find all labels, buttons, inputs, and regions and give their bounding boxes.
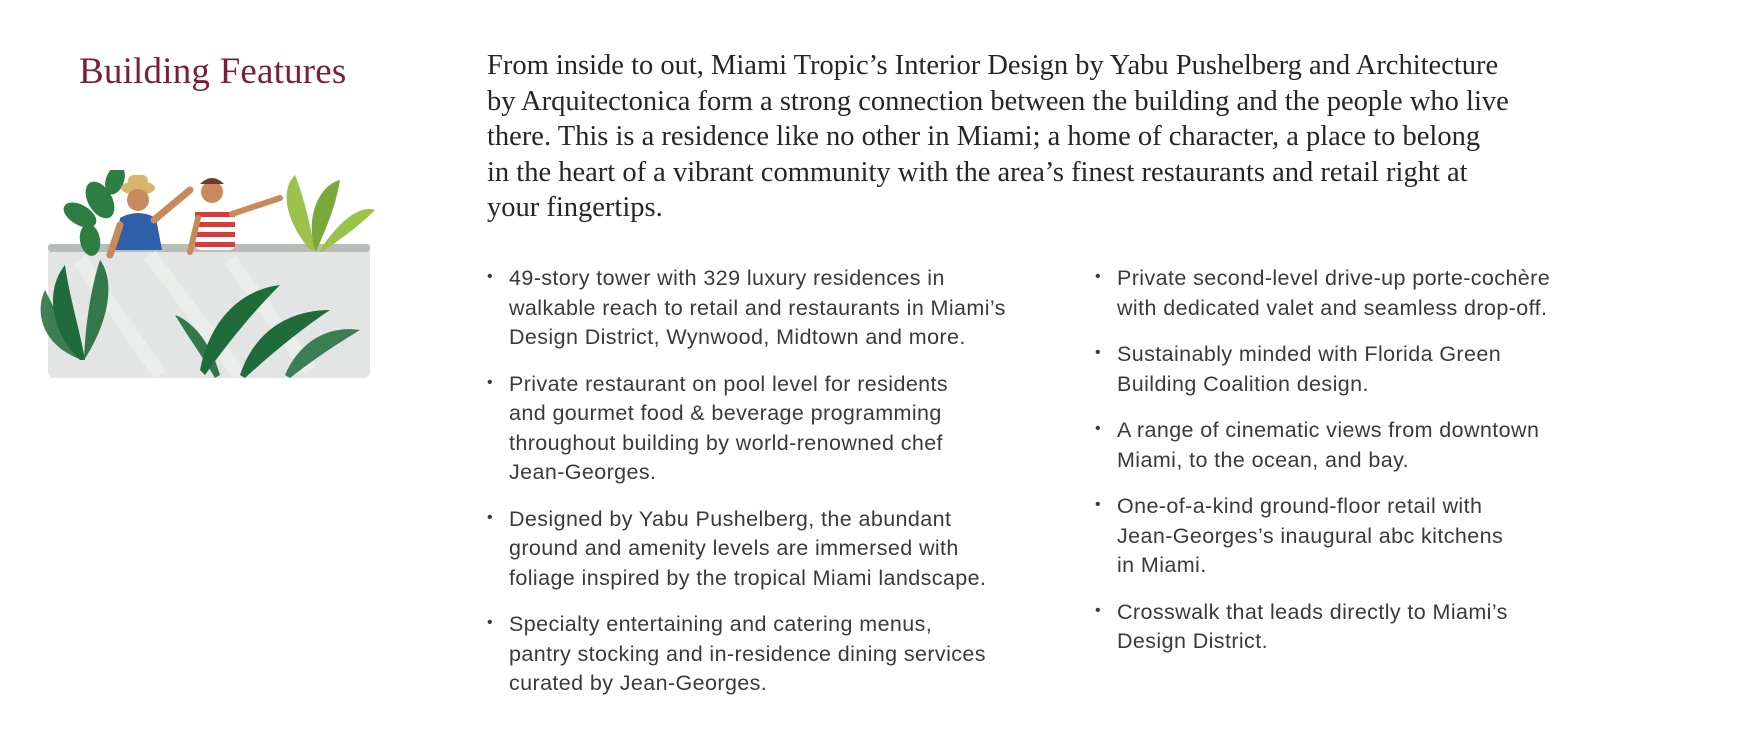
leaf-right-icon bbox=[287, 175, 375, 252]
features-list-right bbox=[1095, 264, 1655, 674]
feature-line: • One-of-a-kind ground-floor retail with bbox=[1117, 494, 1483, 518]
feature-line: Building Coalition design. bbox=[1117, 371, 1369, 396]
feature-item bbox=[487, 264, 1047, 353]
feature-line: foliage inspired by the tropical Miami landscape. bbox=[509, 565, 987, 590]
feature-line: • Private restaurant on pool level for residents bbox=[509, 371, 949, 396]
intro-line: From inside to out, Miami Tropic’s Interior Design by Yabu Pushelberg and Architecture bbox=[487, 50, 1499, 81]
feature-line: Miami, to the ocean, and bay. bbox=[1117, 447, 1410, 472]
feature-line: • Private second-level drive-up porte-cochère bbox=[1117, 266, 1551, 290]
feature-line: throughout building by world-renowned chef bbox=[509, 430, 943, 455]
section-title: Building Features bbox=[79, 51, 347, 92]
feature-line: ground and amenity levels are immersed with bbox=[509, 536, 959, 560]
feature-item bbox=[487, 610, 1047, 699]
person-one-illustration bbox=[110, 175, 190, 255]
feature-line: pantry stocking and in-residence dining services bbox=[509, 641, 986, 666]
feature-line: walkable reach to retail and restaurants in Miami’s bbox=[509, 295, 1006, 320]
balcony-people-plants-illustration bbox=[40, 170, 380, 390]
feature-line: and gourmet food & beverage programming bbox=[509, 401, 942, 425]
feature-line: • A range of cinematic views from downtown bbox=[1117, 418, 1540, 442]
feature-item bbox=[1095, 340, 1655, 399]
intro-line: there. This is a residence like no other in Miami; a home of character, a place to belong bbox=[487, 121, 1481, 152]
intro-line: in the heart of a vibrant community with the area’s finest restaurants and retail right at bbox=[487, 156, 1468, 188]
feature-item bbox=[487, 505, 1047, 594]
feature-item bbox=[1095, 264, 1655, 323]
feature-item bbox=[1095, 416, 1655, 475]
feature-line: • Sustainably minded with Florida Green bbox=[1117, 342, 1502, 366]
feature-line: • 49-story tower with 329 luxury residences in bbox=[509, 266, 945, 290]
feature-line: with dedicated valet and seamless drop-off. bbox=[1117, 295, 1548, 320]
feature-line: curated by Jean-Georges. bbox=[509, 671, 768, 695]
feature-line: Design District, Wynwood, Midtown and more. bbox=[509, 325, 966, 349]
feature-item bbox=[487, 370, 1047, 488]
intro-paragraph bbox=[487, 48, 1617, 226]
intro-line: your fingertips. bbox=[487, 192, 663, 223]
feature-line: in Miami. bbox=[1117, 553, 1207, 577]
features-list-left bbox=[487, 264, 1047, 716]
intro-line: by Arquitectonica form a strong connection between the building and the people who live bbox=[487, 85, 1509, 117]
feature-line: • Designed by Yabu Pushelberg, the abundant bbox=[509, 506, 952, 531]
person-two-illustration bbox=[190, 178, 280, 252]
feature-item bbox=[1095, 492, 1655, 581]
feature-line: • Crosswalk that leads directly to Miami’s bbox=[1117, 599, 1508, 624]
feature-line: Design District. bbox=[1117, 629, 1268, 653]
feature-line: Jean-Georges. bbox=[509, 460, 657, 484]
feature-line: Jean-Georges’s inaugural abc kitchens bbox=[1117, 523, 1504, 548]
feature-line: • Specialty entertaining and catering menus, bbox=[509, 612, 933, 636]
feature-item bbox=[1095, 598, 1655, 657]
